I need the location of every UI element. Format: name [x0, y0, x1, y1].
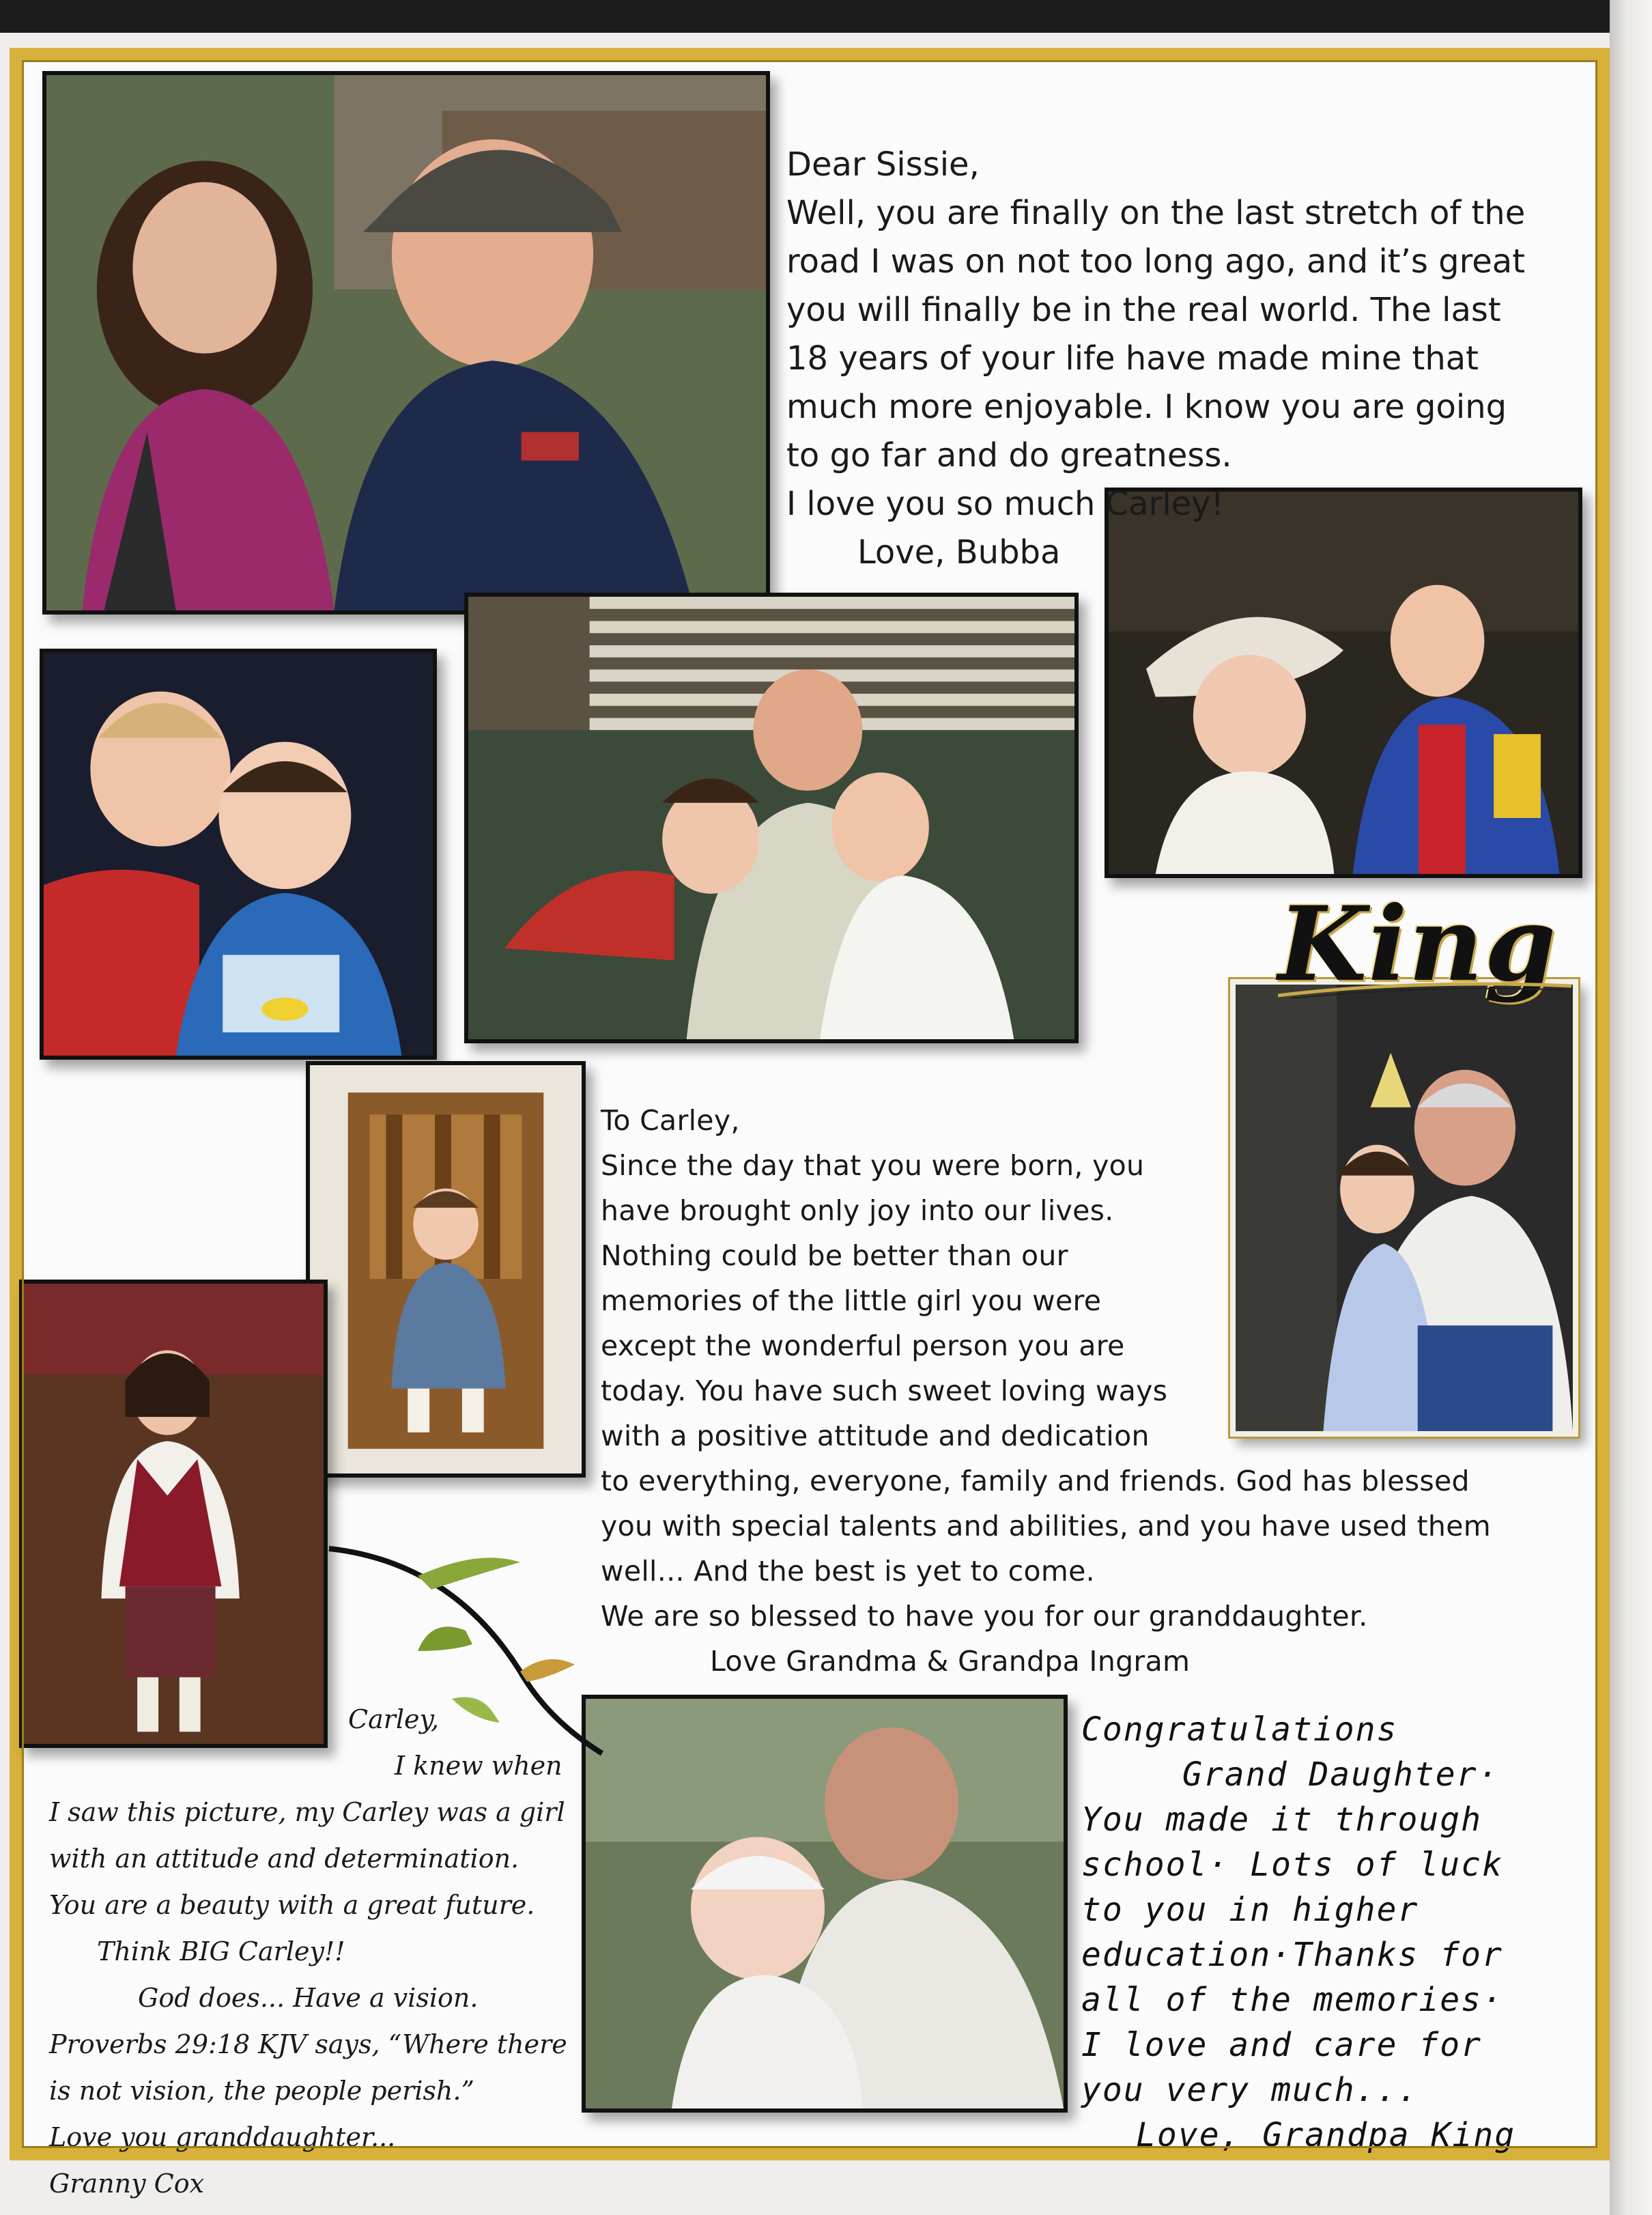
photo-dad-with-kids-couch [464, 593, 1079, 1043]
ingram-letter [601, 1098, 1577, 1684]
bubba-letter-line: you will finally be in the real world. The last [786, 291, 1501, 329]
family-name-title: King [1278, 884, 1558, 1004]
granny-cox-letter [49, 1696, 595, 2207]
king-letter-line: Congratulations [1081, 1710, 1398, 1749]
cox-letter-line: God does... Have a vision. [138, 1983, 479, 2013]
ingram-letter-line: you with special talents and abilities, and you have used them [601, 1510, 1491, 1542]
bubba-letter-line: 18 years of your life have made mine that [786, 339, 1479, 378]
ingram-signature: Love Grandma & Grandpa Ingram [710, 1645, 1191, 1678]
cox-letter-line: Granny Cox [49, 2169, 205, 2199]
cox-letter-line: You are a beauty with a great future. [49, 1890, 535, 1920]
cox-letter-line: I saw this picture, my Carley was a girl [49, 1797, 565, 1827]
king-letter-line: you very much... [1081, 2071, 1419, 2109]
bubba-letter-line: much more enjoyable. I know you are going [786, 388, 1507, 426]
cox-letter-line: I knew when [395, 1751, 562, 1781]
grandpa-king-letter [1081, 1707, 1621, 2158]
photo-toddler-rocking-chair [306, 1061, 586, 1478]
cox-letter-line: Think BIG Carley!! [97, 1936, 345, 1966]
king-letter-line: I love and care for [1081, 2026, 1483, 2064]
bubba-letter-line: to go far and do greatness. [786, 436, 1232, 475]
king-letter-line: You made it through [1081, 1801, 1483, 1839]
bubba-letter-line: Dear Sissie, [786, 145, 980, 184]
ingram-letter-line: except the wonderful person you are [601, 1329, 1125, 1362]
bubba-signature: Love, Bubba [857, 533, 1061, 572]
cox-letter-line: Love you granddaughter... [49, 2122, 396, 2152]
bubba-letter-line: road I was on not too long ago, and it’s great [786, 242, 1526, 281]
ingram-letter-line: We are so blessed to have you for our granddaughter. [601, 1600, 1368, 1633]
ingram-letter-line: Nothing could be better than our [601, 1239, 1068, 1272]
bubba-letter [786, 141, 1578, 577]
king-letter-line: Love, Grandpa King [1136, 2116, 1516, 2154]
cox-letter-line: Proverbs 29:18 KJV says, “Where there [49, 2029, 567, 2059]
ingram-letter-line: with a positive attitude and dedication [601, 1420, 1150, 1452]
ingram-letter-line: have brought only joy into our lives. [601, 1194, 1114, 1227]
title-swoosh-ornament [1278, 979, 1571, 1000]
king-letter-line: to you in higher [1081, 1891, 1419, 1929]
photo-girl-school-portrait [19, 1280, 328, 1748]
ingram-letter-line: well... And the best is yet to come. [601, 1555, 1095, 1588]
ingram-letter-line: to everything, everyone, family and friends. God has blessed [601, 1465, 1470, 1497]
photo-toddler-and-baby [40, 649, 437, 1060]
king-letter-line: education·Thanks for [1081, 1936, 1503, 1974]
ingram-letter-line: To Carley, [601, 1104, 740, 1137]
ingram-letter-line: Since the day that you were born, you [601, 1149, 1145, 1182]
king-letter-line: school· Lots of luck [1081, 1846, 1503, 1884]
king-letter-line: Grand Daughter· [1182, 1755, 1499, 1794]
bubba-letter-line: Well, you are finally on the last stretch of the [786, 194, 1526, 232]
photo-grandpa-with-baby [582, 1695, 1068, 2113]
king-letter-line: all of the memories· [1081, 1981, 1503, 2019]
cox-letter-line: with an attitude and determination. [49, 1844, 519, 1874]
ingram-letter-line: today. You have such sweet loving ways [601, 1374, 1168, 1407]
ingram-letter-line: memories of the little girl you were [601, 1284, 1102, 1317]
bubba-letter-line: I love you so much Carley! [786, 485, 1224, 523]
gold-page-frame [10, 48, 1610, 2199]
cox-letter-line: is not vision, the people perish.” [49, 2076, 474, 2106]
photo-carley-and-bubba [42, 71, 770, 615]
cox-letter-line: Carley, [348, 1704, 440, 1734]
